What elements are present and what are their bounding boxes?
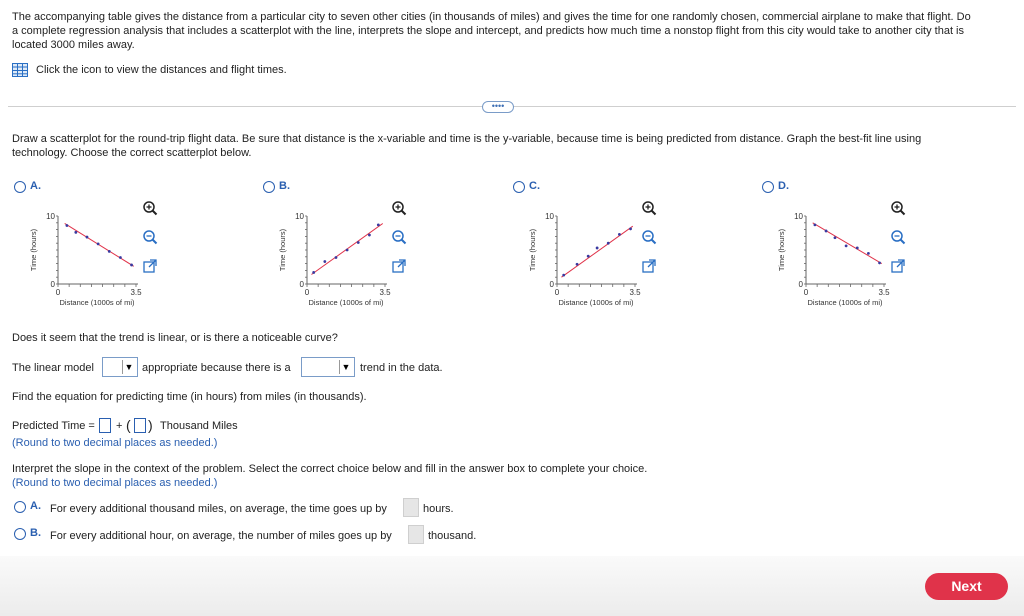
popout-icon[interactable] bbox=[391, 258, 407, 274]
y-tick-label: 0 bbox=[50, 280, 55, 289]
data-point bbox=[97, 242, 100, 245]
data-point bbox=[845, 245, 848, 248]
x-axis-label: Distance (1000s of mi) bbox=[308, 298, 384, 307]
choice-a-unit: hours. bbox=[423, 503, 454, 515]
y-axis-label: Time (hours) bbox=[278, 228, 287, 272]
x-axis-label: Distance (1000s of mi) bbox=[558, 298, 634, 307]
zoom-out-icon[interactable] bbox=[641, 229, 657, 245]
next-button[interactable]: Next bbox=[925, 573, 1008, 600]
x-tick-label: 0 bbox=[304, 288, 310, 297]
x-axis-label: Distance (1000s of mi) bbox=[59, 298, 135, 307]
slope-round-note: (Round to two decimal places as needed.) bbox=[12, 477, 218, 489]
data-point bbox=[596, 247, 599, 250]
y-tick-label: 10 bbox=[295, 212, 304, 221]
choice-b-input[interactable] bbox=[408, 525, 424, 544]
data-point bbox=[368, 234, 371, 237]
data-point bbox=[335, 256, 338, 259]
y-tick-label: 10 bbox=[46, 212, 55, 221]
popout-icon[interactable] bbox=[641, 258, 657, 274]
data-point bbox=[130, 264, 133, 267]
y-axis-label: Time (hours) bbox=[528, 228, 537, 272]
equation-prompt: Find the equation for predicting time (in hours) from miles (in thousands). bbox=[12, 391, 367, 403]
zoom-out-icon[interactable] bbox=[142, 229, 158, 245]
equation-paren-close: ) bbox=[148, 417, 153, 433]
y-tick-label: 0 bbox=[549, 280, 554, 289]
data-point bbox=[607, 242, 610, 245]
option-a-radio[interactable] bbox=[14, 181, 26, 193]
slope-input[interactable] bbox=[134, 418, 146, 433]
data-point bbox=[867, 252, 870, 255]
popout-icon[interactable] bbox=[142, 258, 158, 274]
table-icon[interactable] bbox=[12, 63, 28, 77]
linear-model-dropdown[interactable] bbox=[102, 357, 138, 377]
choice-a-letter: A. bbox=[30, 500, 41, 512]
equation-unit: Thousand Miles bbox=[160, 420, 238, 432]
data-point bbox=[629, 228, 632, 231]
data-point bbox=[108, 250, 111, 253]
intro-line-1: The accompanying table gives the distance from a particular city to seven other cities (in thousands of miles) and gives the time for one randomly chosen, commercial airplane to make that flight. Do bbox=[12, 11, 971, 23]
linear-model-prefix: The linear model bbox=[12, 362, 94, 374]
data-point bbox=[814, 223, 817, 226]
data-point bbox=[357, 241, 360, 244]
trend-dropdown[interactable] bbox=[301, 357, 355, 377]
option-c-letter: C. bbox=[529, 180, 540, 192]
x-tick-label: 0 bbox=[55, 288, 61, 297]
slope-prompt: Interpret the slope in the context of the problem. Select the correct choice below and fill in the answer box to complete your choice. bbox=[12, 463, 648, 475]
data-point bbox=[323, 260, 326, 263]
zoom-in-icon[interactable] bbox=[641, 200, 657, 216]
x-axis-label: Distance (1000s of mi) bbox=[807, 298, 883, 307]
data-point bbox=[856, 247, 859, 250]
linear-model-suffix: trend in the data. bbox=[360, 362, 443, 374]
y-tick-label: 10 bbox=[545, 212, 554, 221]
option-d-letter: D. bbox=[778, 180, 789, 192]
zoom-in-icon[interactable] bbox=[391, 200, 407, 216]
choice-a-radio[interactable] bbox=[14, 501, 26, 513]
intro-line-2: a complete regression analysis that includes a scatterplot with the line, interprets the slope and intercept, and predicts how much time a nonstop flight from this city would take to another city that is bbox=[12, 25, 964, 37]
best-fit-line bbox=[561, 226, 632, 277]
y-tick-label: 0 bbox=[299, 280, 304, 289]
intro-line-3: located 3000 miles away. bbox=[12, 39, 135, 51]
x-tick-label: 0 bbox=[803, 288, 809, 297]
data-point bbox=[834, 236, 837, 239]
choice-b-radio[interactable] bbox=[14, 528, 26, 540]
ellipsis-button[interactable]: •••• bbox=[482, 101, 514, 113]
x-tick-label: 3.5 bbox=[878, 288, 890, 297]
equation-label: Predicted Time = bbox=[12, 420, 95, 432]
dropdown-arrow-icon: ▼ bbox=[122, 360, 135, 374]
popout-icon[interactable] bbox=[890, 258, 906, 274]
option-a-letter: A. bbox=[30, 180, 41, 192]
intercept-input[interactable] bbox=[99, 418, 111, 433]
zoom-out-icon[interactable] bbox=[391, 229, 407, 245]
trend-question: Does it seem that the trend is linear, or is there a noticeable curve? bbox=[12, 332, 338, 344]
footer-bar bbox=[0, 556, 1024, 616]
table-link-text[interactable]: Click the icon to view the distances and flight times. bbox=[36, 64, 287, 76]
best-fit-line bbox=[813, 223, 882, 264]
data-point bbox=[346, 249, 349, 252]
option-b-radio[interactable] bbox=[263, 181, 275, 193]
data-point bbox=[587, 255, 590, 258]
option-d-radio[interactable] bbox=[762, 181, 774, 193]
choice-a-text: For every additional thousand miles, on average, the time goes up by bbox=[50, 503, 387, 515]
y-tick-label: 0 bbox=[798, 280, 803, 289]
data-point bbox=[377, 223, 380, 226]
y-axis-label: Time (hours) bbox=[29, 228, 38, 272]
x-tick-label: 3.5 bbox=[130, 288, 142, 297]
option-b-letter: B. bbox=[279, 180, 290, 192]
equation-plus: + bbox=[116, 420, 123, 432]
choice-b-letter: B. bbox=[30, 527, 41, 539]
data-point bbox=[74, 231, 77, 234]
linear-model-middle: appropriate because there is a bbox=[142, 362, 291, 374]
x-tick-label: 0 bbox=[554, 288, 560, 297]
best-fit-line bbox=[65, 223, 134, 266]
data-point bbox=[576, 263, 579, 266]
y-tick-label: 10 bbox=[794, 212, 803, 221]
choice-a-input[interactable] bbox=[403, 498, 419, 517]
data-point bbox=[825, 230, 828, 233]
choice-b-unit: thousand. bbox=[428, 530, 477, 542]
data-point bbox=[66, 224, 69, 227]
zoom-in-icon[interactable] bbox=[142, 200, 158, 216]
zoom-out-icon[interactable] bbox=[890, 229, 906, 245]
scatter-prompt-line-2: technology. Choose the correct scatterplot below. bbox=[12, 147, 252, 159]
choice-b-text: For every additional hour, on average, the number of miles goes up by bbox=[50, 530, 392, 542]
equation-paren-open: ( bbox=[126, 417, 131, 433]
data-point bbox=[878, 262, 881, 265]
zoom-in-icon[interactable] bbox=[890, 200, 906, 216]
data-point bbox=[86, 236, 89, 239]
data-point bbox=[618, 233, 621, 236]
x-tick-label: 3.5 bbox=[629, 288, 641, 297]
x-tick-label: 3.5 bbox=[379, 288, 391, 297]
scatter-prompt-line-1: Draw a scatterplot for the round-trip flight data. Be sure that distance is the x-variable and time is the y-variable, because time is being predicted from distance. Graph the best-fit line using bbox=[12, 133, 922, 145]
option-c-radio[interactable] bbox=[513, 181, 525, 193]
y-axis-label: Time (hours) bbox=[777, 228, 786, 272]
equation-round-note: (Round to two decimal places as needed.) bbox=[12, 437, 218, 449]
dropdown-arrow-icon: ▼ bbox=[339, 360, 352, 374]
data-point bbox=[119, 256, 122, 259]
data-point bbox=[312, 271, 315, 274]
data-point bbox=[562, 274, 565, 277]
